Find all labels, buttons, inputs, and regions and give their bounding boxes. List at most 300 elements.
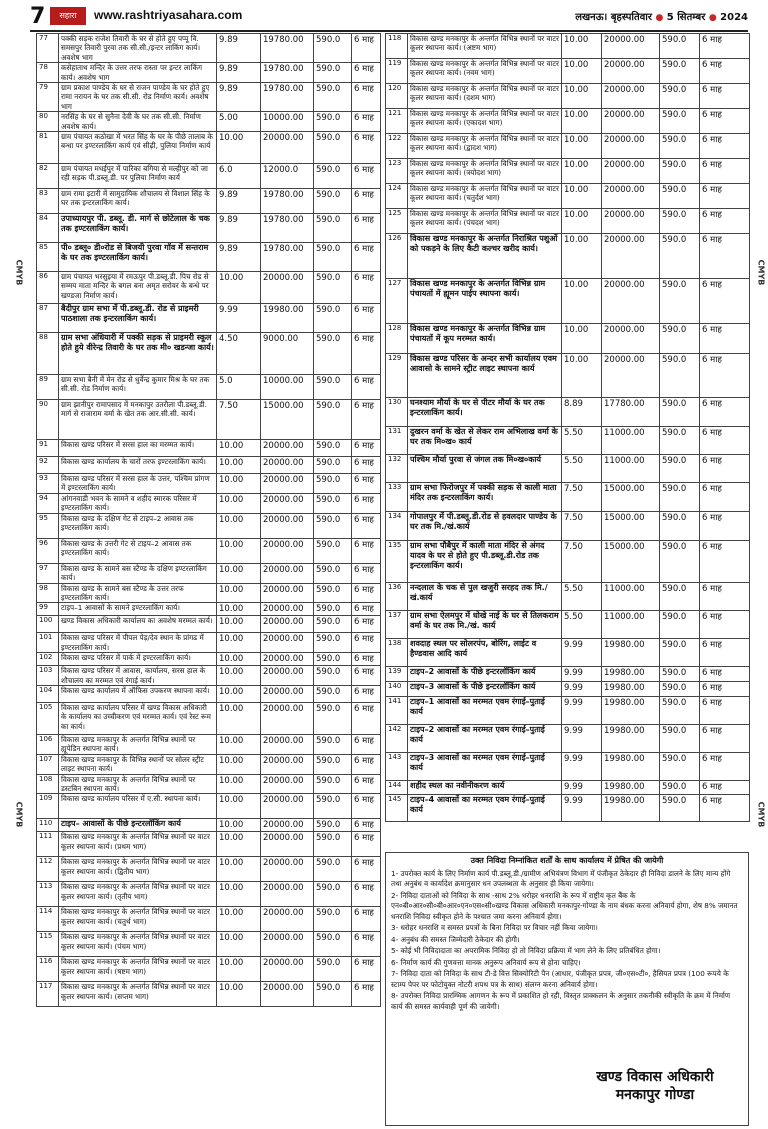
earnest-money-cell: 19780.00 (261, 63, 314, 83)
tender-fee-cell: 590.0 (314, 702, 352, 734)
table-row (386, 781, 750, 795)
tender-fee-cell: 590.0 (314, 734, 352, 754)
table-row (37, 243, 381, 272)
estimate-lakh-cell: 9.89 (217, 189, 261, 214)
table-row (37, 702, 381, 734)
serial-number-cell: 108 (37, 774, 59, 794)
earnest-money-cell: 20000.00 (602, 354, 660, 398)
estimate-lakh-cell: 10.00 (217, 882, 261, 907)
serial-number-cell: 141 (386, 697, 408, 725)
table-row (386, 324, 750, 354)
table-row (37, 832, 381, 857)
completion-period-cell: 6 माह (700, 109, 750, 134)
table-row (386, 84, 750, 109)
table-row (37, 794, 381, 819)
completion-period-cell: 6 माह (352, 375, 381, 400)
website-url[interactable]: www.rashtriyasahara.com (94, 8, 243, 22)
work-description-cell: उपाध्यायपुर पी. डब्लू. डी. मार्ग से छोटेलाल के चक तक इण्टरलाकिंग कार्य। (59, 214, 217, 243)
table-row (37, 34, 381, 63)
estimate-lakh-cell: 9.89 (217, 34, 261, 63)
table-row (386, 483, 750, 512)
table-row (386, 611, 750, 639)
completion-period-cell: 6 माह (352, 666, 381, 686)
completion-period-cell: 6 माह (352, 189, 381, 214)
completion-period-cell: 6 माह (352, 333, 381, 375)
completion-period-cell: 6 माह (700, 512, 750, 541)
table-row (386, 354, 750, 398)
estimate-lakh-cell: 10.00 (217, 794, 261, 819)
estimate-lakh-cell: 10.00 (217, 493, 261, 513)
tender-fee-cell: 590.0 (660, 725, 700, 753)
estimate-lakh-cell: 9.89 (217, 83, 261, 112)
serial-number-cell: 113 (37, 882, 59, 907)
work-description-cell: टाइप–3 आवासों के पीछे इन्टरलॉकिंग कार्य (408, 682, 562, 697)
tender-fee-cell: 590.0 (660, 159, 700, 184)
tender-table-right (385, 33, 750, 822)
completion-period-cell: 6 माह (700, 611, 750, 639)
work-description-cell: टाइप–3 आवासों का मरम्मत एवम रंगाई–पुताई कार्य (408, 753, 562, 781)
earnest-money-cell: 20000.00 (261, 563, 314, 583)
serial-number-cell: 77 (37, 34, 59, 63)
earnest-money-cell: 20000.00 (261, 819, 314, 832)
completion-period-cell: 6 माह (352, 583, 381, 603)
completion-period-cell: 6 माह (352, 819, 381, 832)
work-description-cell: विकास खण्ड परिसर में पीपल पेड़/देव स्थान के प्रांगढ में इण्टरलाकिंग कार्य। (59, 633, 217, 653)
dateline (575, 9, 748, 23)
tender-fee-cell: 590.0 (660, 184, 700, 209)
serial-number-cell: 110 (37, 819, 59, 832)
tender-fee-cell: 590.0 (314, 754, 352, 774)
signature-block (560, 1068, 750, 1104)
table-row (37, 112, 381, 132)
earnest-money-cell: 20000.00 (261, 440, 314, 457)
earnest-money-cell: 19780.00 (261, 83, 314, 112)
estimate-lakh-cell: 10.00 (217, 616, 261, 633)
completion-period-cell: 6 माह (700, 159, 750, 184)
dateline-date: 5 सितम्बर (666, 12, 706, 23)
table-row (37, 400, 381, 440)
table-row (37, 333, 381, 375)
work-description-cell: घनश्याम मौर्या के घर से पीटर मौर्या के घर तक इन्टरलाकिंग कार्य। (408, 398, 562, 427)
table-row (386, 725, 750, 753)
estimate-lakh-cell: 10.00 (562, 59, 602, 84)
earnest-money-cell: 19980.00 (602, 682, 660, 697)
table-row (37, 583, 381, 603)
estimate-lakh-cell: 7.50 (562, 483, 602, 512)
estimate-lakh-cell: 9.99 (562, 753, 602, 781)
estimate-lakh-cell: 10.00 (562, 109, 602, 134)
work-description-cell: ग्राम पंचायत कठोखा में भरत सिंह के घर के पीछे तालाब के बन्धा पर इण्टरलाकिंग कार्य एवं सीढ़ी, पुलिया निर्माण कार्य (59, 132, 217, 164)
estimate-lakh-cell: 4.50 (217, 333, 261, 375)
tender-fee-cell: 590.0 (314, 616, 352, 633)
estimate-lakh-cell: 10.00 (562, 209, 602, 234)
serial-number-cell: 144 (386, 781, 408, 795)
table-row (386, 234, 750, 279)
serial-number-cell: 138 (386, 639, 408, 667)
table-row (37, 272, 381, 304)
tender-fee-cell: 590.0 (660, 682, 700, 697)
work-description-cell: विकास खण्ड मनकापुर के अन्तर्गत विभिन्न स्थानों पर वाटर कूलर स्थापना कार्य। (प्रथम भाग) (59, 832, 217, 857)
serial-number-cell: 133 (386, 483, 408, 512)
tender-fee-cell: 590.0 (314, 832, 352, 857)
tender-fee-cell: 590.0 (314, 957, 352, 982)
estimate-lakh-cell: 10.00 (217, 457, 261, 474)
completion-period-cell: 6 माह (352, 932, 381, 957)
completion-period-cell: 6 माह (352, 794, 381, 819)
table-row (37, 957, 381, 982)
estimate-lakh-cell: 10.00 (217, 702, 261, 734)
completion-period-cell: 6 माह (352, 243, 381, 272)
tender-fee-cell: 590.0 (314, 666, 352, 686)
serial-number-cell: 106 (37, 734, 59, 754)
serial-number-cell: 99 (37, 603, 59, 616)
tender-fee-cell: 590.0 (660, 583, 700, 611)
estimate-lakh-cell: 5.50 (562, 455, 602, 483)
estimate-lakh-cell: 9.99 (562, 725, 602, 753)
tender-fee-cell: 590.0 (314, 243, 352, 272)
tender-fee-cell: 590.0 (660, 324, 700, 354)
earnest-money-cell: 12000.0 (261, 164, 314, 189)
work-description-cell: विकास खण्ड मनकापुर के अन्तर्गत विभिन्न स्थानों पर वाटर कूलर स्थापना कार्य। (द्वितीय भाग) (59, 857, 217, 882)
tender-fee-cell: 590.0 (660, 84, 700, 109)
earnest-money-cell: 20000.00 (602, 109, 660, 134)
earnest-money-cell: 19980.00 (602, 639, 660, 667)
serial-number-cell: 95 (37, 513, 59, 538)
serial-number-cell: 140 (386, 682, 408, 697)
table-row (386, 682, 750, 697)
earnest-money-cell: 19980.00 (602, 795, 660, 822)
earnest-money-cell: 19980.00 (602, 725, 660, 753)
tender-fee-cell: 590.0 (660, 34, 700, 59)
serial-number-cell: 104 (37, 685, 59, 702)
completion-period-cell: 6 माह (352, 702, 381, 734)
work-description-cell: टाइप–1 आवासों का मरम्मत एवम रंगाई–पुताई कार्य (408, 697, 562, 725)
serial-number-cell: 119 (386, 59, 408, 84)
serial-number-cell: 97 (37, 563, 59, 583)
work-description-cell: पी० डब्लू० डी०रोड से बिजयी पुरवा गॉव में सन्तराम के घर तक इण्टरलाकिंग कार्य। (59, 243, 217, 272)
earnest-money-cell: 19980.00 (261, 304, 314, 333)
serial-number-cell: 78 (37, 63, 59, 83)
earnest-money-cell: 20000.00 (602, 324, 660, 354)
tender-fee-cell: 590.0 (314, 34, 352, 63)
serial-number-cell: 112 (37, 857, 59, 882)
estimate-lakh-cell: 7.50 (562, 541, 602, 583)
tender-fee-cell: 590.0 (314, 493, 352, 513)
completion-period-cell: 6 माह (700, 639, 750, 667)
serial-number-cell: 85 (37, 243, 59, 272)
estimate-lakh-cell: 6.0 (217, 164, 261, 189)
tender-fee-cell: 590.0 (660, 781, 700, 795)
estimate-lakh-cell: 9.89 (217, 214, 261, 243)
header-rule (30, 30, 748, 32)
table-row (37, 63, 381, 83)
completion-period-cell: 6 माह (352, 882, 381, 907)
estimate-lakh-cell: 7.50 (217, 400, 261, 440)
serial-number-cell: 122 (386, 134, 408, 159)
table-row (386, 583, 750, 611)
tender-fee-cell: 590.0 (314, 633, 352, 653)
tender-fee-cell: 590.0 (314, 932, 352, 957)
table-row (37, 734, 381, 754)
condition-item: 3- धरोहर धनराशि व समस्त प्रपत्रों के बिना निविदा पर विचार नहीं किया जायेगा। (391, 923, 598, 932)
completion-period-cell: 6 माह (700, 84, 750, 109)
tender-fee-cell: 590.0 (314, 563, 352, 583)
tender-fee-cell: 590.0 (314, 474, 352, 494)
completion-period-cell: 6 माह (352, 83, 381, 112)
serial-number-cell: 129 (386, 354, 408, 398)
serial-number-cell: 117 (37, 982, 59, 1007)
estimate-lakh-cell: 10.00 (217, 666, 261, 686)
work-description-cell: शहीद स्थल का नवीनीकरण कार्य (408, 781, 562, 795)
earnest-money-cell: 20000.00 (261, 982, 314, 1007)
table-row (37, 633, 381, 653)
completion-period-cell: 6 माह (352, 304, 381, 333)
condition-item: 4- अनुबंध की समस्त जिम्मेदारी ठेकेदार की होगी। (391, 934, 520, 944)
serial-number-cell: 131 (386, 427, 408, 455)
tender-fee-cell: 590.0 (660, 483, 700, 512)
estimate-lakh-cell: 10.00 (217, 272, 261, 304)
estimate-lakh-cell: 10.00 (217, 932, 261, 957)
work-description-cell: विकास खण्ड मनकापुर के अन्तर्गत विभिन्न स्थानों पर वाटर कूलर स्थापना कार्य। (चतुर्दश भाग) (408, 184, 562, 209)
completion-period-cell: 6 माह (352, 112, 381, 132)
earnest-money-cell: 20000.00 (261, 538, 314, 563)
work-description-cell: विकास खण्ड मनकापुर के अन्तर्गत विभिन्न स्थानों पर डस्टबिन स्थापना कार्य। (59, 774, 217, 794)
serial-number-cell: 114 (37, 907, 59, 932)
registration-mark: CMYB (756, 259, 766, 286)
tender-fee-cell: 590.0 (314, 457, 352, 474)
tender-fee-cell: 590.0 (660, 109, 700, 134)
table-row (37, 132, 381, 164)
table-row (386, 427, 750, 455)
table-row (37, 304, 381, 333)
estimate-lakh-cell: 9.89 (217, 243, 261, 272)
tender-fee-cell: 590.0 (660, 134, 700, 159)
tender-fee-cell: 590.0 (314, 774, 352, 794)
serial-number-cell: 92 (37, 457, 59, 474)
estimate-lakh-cell: 9.99 (217, 304, 261, 333)
earnest-money-cell: 20000.00 (261, 474, 314, 494)
estimate-lakh-cell: 10.00 (562, 324, 602, 354)
tender-fee-cell: 590.0 (660, 611, 700, 639)
completion-period-cell: 6 माह (700, 59, 750, 84)
estimate-lakh-cell: 10.00 (217, 957, 261, 982)
earnest-money-cell: 20000.00 (261, 702, 314, 734)
table-row (386, 134, 750, 159)
conditions-heading: उक्त निविदा निम्नांकित शर्तों के साथ कार्यालय में प्रेषित की जायेगी (470, 856, 664, 865)
serial-number-cell: 94 (37, 493, 59, 513)
work-description-cell: विकास खण्ड मनकापुर के अन्तर्गत विभिन्न स्थानों पर वाटर कूलर स्थापना कार्य। (पंचम भाग) (59, 932, 217, 957)
tender-fee-cell: 590.0 (314, 982, 352, 1007)
table-row (37, 164, 381, 189)
estimate-lakh-cell: 10.00 (217, 653, 261, 666)
work-description-cell: ग्राम रामा इटारी में सामुदायिक शौचालय से विशाल सिंह के घर तक इन्टरलाकिंग कार्य। (59, 189, 217, 214)
tender-fee-cell: 590.0 (660, 279, 700, 324)
completion-period-cell: 6 माह (700, 753, 750, 781)
estimate-lakh-cell: 9.89 (217, 63, 261, 83)
tender-fee-cell: 590.0 (314, 819, 352, 832)
work-description-cell: विकास खण्ड परिसर में पार्क में इण्टरलाकिंग कार्य। (59, 653, 217, 666)
earnest-money-cell: 20000.00 (261, 957, 314, 982)
completion-period-cell: 6 माह (700, 781, 750, 795)
earnest-money-cell: 20000.00 (261, 832, 314, 857)
table-row (37, 754, 381, 774)
tender-fee-cell: 590.0 (314, 83, 352, 112)
work-description-cell: टाइप–2 आवासों के पीछे इन्टरलॉकिंग कार्य (408, 667, 562, 682)
completion-period-cell: 6 माह (352, 513, 381, 538)
completion-period-cell: 6 माह (352, 633, 381, 653)
completion-period-cell: 6 माह (700, 279, 750, 324)
table-row (37, 189, 381, 214)
table-row (37, 819, 381, 832)
estimate-lakh-cell: 10.00 (562, 279, 602, 324)
completion-period-cell: 6 माह (700, 583, 750, 611)
completion-period-cell: 6 माह (700, 795, 750, 822)
estimate-lakh-cell: 10.00 (217, 819, 261, 832)
work-description-cell: विकास खण्ड मनकापुर के अन्तर्गत विभिन्न ग्राम पंचायतों में ह्यूमन पाईप स्थापना कार्य। (408, 279, 562, 324)
completion-period-cell: 6 माह (700, 398, 750, 427)
table-row (37, 774, 381, 794)
earnest-money-cell: 20000.00 (261, 633, 314, 653)
condition-item: 7- निविदा दाता को निविदा के साथ टी-डे वित्त सिक्योरिटी पैन (आधार, पंजीकृत प्रपत्र, जी०एस०टी०, हैसियत प्रपत्र (100 रूपये के स्टाम्प पेपर पर फोटोयुक्त नोटरी शपथ पत्र के साथ) संलग्न करना अनिवार्य होगा। (391, 969, 729, 989)
table-row (386, 455, 750, 483)
earnest-money-cell: 19780.00 (261, 243, 314, 272)
work-description-cell: विकास खण्ड मनकापुर के अन्तर्गत विभिन्न स्थानों पर वाटर कूलर स्थापना कार्य। (एकादश भाग) (408, 109, 562, 134)
earnest-money-cell: 15000.00 (602, 512, 660, 541)
completion-period-cell: 6 माह (352, 957, 381, 982)
serial-number-cell: 96 (37, 538, 59, 563)
work-description-cell: नरसिंह के घर से सुनैना देवी के घर तक सी.सी. निर्माण अवशेष कार्य। (59, 112, 217, 132)
estimate-lakh-cell: 10.00 (217, 685, 261, 702)
tender-fee-cell: 590.0 (314, 583, 352, 603)
completion-period-cell: 6 माह (700, 725, 750, 753)
work-description-cell: ग्राम झानीपुर रामापसाद में मनकापुर उतरौला पी.डब्लू.डी. मार्ग से राजाराम वर्मा के खेत तक आर.सी.सी. कार्य। (59, 400, 217, 440)
work-description-cell: विकास खण्ड परिसर के अन्दर सभी कार्यालय एवम आवासो के सामने स्ट्रीट लाइट स्थापना कार्य (408, 354, 562, 398)
serial-number-cell: 145 (386, 795, 408, 822)
earnest-money-cell: 20000.00 (261, 754, 314, 774)
work-description-cell: ग्राम सभा ऐलमपुर में धोखे नाई के घर से तिलकराम वर्मा के घर तक मि./खं. कार्य (408, 611, 562, 639)
earnest-money-cell: 19780.00 (261, 34, 314, 63)
tender-fee-cell: 590.0 (660, 59, 700, 84)
serial-number-cell: 100 (37, 616, 59, 633)
work-description-cell: पश्चिम मौर्या पुरवा से जंगल तक मि०ख०कार्य (408, 455, 562, 483)
work-description-cell: विकास खण्ड मनकापुर के अन्तर्गत निराश्रित पशुओं को पकड़ने के लिए कैटी कल्चर खरीद कार्य। (408, 234, 562, 279)
completion-period-cell: 6 माह (352, 563, 381, 583)
condition-item: 8- उपरोक्त निविदा प्रारम्भिक आगणन के रूप में प्रकाशित हो रही, विस्तृत प्राक्कलन के अनुसार तकनीकी स्वीकृति के क्रम में निर्माण कार्य की समस्त कार्यवाही पूर्ण की जायेगी। (391, 991, 731, 1011)
earnest-money-cell: 10000.00 (261, 112, 314, 132)
earnest-money-cell: 20000.00 (261, 774, 314, 794)
estimate-lakh-cell: 9.99 (562, 795, 602, 822)
completion-period-cell: 6 माह (352, 34, 381, 63)
earnest-money-cell: 20000.00 (602, 159, 660, 184)
serial-number-cell: 121 (386, 109, 408, 134)
condition-item: 5- कोई भी निविदादाता का अपरामिक निविदा हो तो निविदा प्रक्रिया में भाग लेने के लिए प्रतिबंधित होगा। (391, 946, 661, 955)
completion-period-cell: 6 माह (352, 982, 381, 1007)
tender-fee-cell: 590.0 (660, 753, 700, 781)
estimate-lakh-cell: 8.89 (562, 398, 602, 427)
completion-period-cell: 6 माह (352, 653, 381, 666)
work-description-cell: शवदाह स्थल पर सोलरपंप, बोरिंग, लाईट व हैण्डवास आदि कार्य (408, 639, 562, 667)
earnest-money-cell: 15000.00 (602, 483, 660, 512)
serial-number-cell: 123 (386, 159, 408, 184)
table-row (37, 563, 381, 583)
work-description-cell: विकास खण्ड मनकापुर के अन्तर्गत विभिन्न स्थानों पर वाटर कूलर स्थापना कार्य। (सप्तम भाग) (59, 982, 217, 1007)
serial-number-cell: 91 (37, 440, 59, 457)
estimate-lakh-cell: 10.00 (562, 184, 602, 209)
earnest-money-cell: 19980.00 (602, 667, 660, 682)
earnest-money-cell: 20000.00 (602, 279, 660, 324)
serial-number-cell: 118 (386, 34, 408, 59)
work-description-cell: खण्ड विकास अधिकारी कार्यालय का अवशेष मरम्मत कार्य। (59, 616, 217, 633)
completion-period-cell: 6 माह (352, 474, 381, 494)
earnest-money-cell: 20000.00 (261, 272, 314, 304)
table-row (37, 932, 381, 957)
serial-number-cell: 127 (386, 279, 408, 324)
completion-period-cell: 6 माह (352, 616, 381, 633)
work-description-cell: विकास खण्ड कार्यालय परिसर में ए.सी. स्थापना कार्य। (59, 794, 217, 819)
work-description-cell: विकास खण्ड कार्यालय के चारों तरफ इण्टरलाकिंग कार्य। (59, 457, 217, 474)
work-description-cell: ग्राम सभा बैनी में मेन रोड से धुर्वेन्द्र कुमार मिश्र के घर तक सी.सी. रोड निर्माण कार्य। (59, 375, 217, 400)
serial-number-cell: 82 (37, 164, 59, 189)
tender-fee-cell: 590.0 (314, 63, 352, 83)
table-row (37, 982, 381, 1007)
tender-fee-cell: 590.0 (314, 333, 352, 375)
estimate-lakh-cell: 10.00 (562, 34, 602, 59)
table-row (37, 685, 381, 702)
condition-item: 2- निविदा दाताओं को निविदा के साथ -साथ 2% धरोहर धनराशि के रूप में राष्ट्रीय कृत बैंक के एन०बी०आर०सी०बी०आर०एन०एस०सी०खण्ड विकास अधिकारी मनकापुर-गोण्डा के नाम बंधक करना अनिवार्य होगा, शेष 8% जमानत धनराशि निविदा स्वीकृत होने के पश्चात जमा करना अनिवार्य होगा। (391, 890, 738, 921)
tender-fee-cell: 590.0 (314, 304, 352, 333)
tender-fee-cell: 590.0 (660, 667, 700, 682)
earnest-money-cell: 20000.00 (261, 513, 314, 538)
serial-number-cell: 136 (386, 583, 408, 611)
work-description-cell: विकास खण्ड के सामने बस स्टैण्ड के दक्षिण इण्टरलाकिंग कार्य। (59, 563, 217, 583)
earnest-money-cell: 20000.00 (261, 653, 314, 666)
completion-period-cell: 6 माह (700, 184, 750, 209)
estimate-lakh-cell: 10.00 (217, 832, 261, 857)
work-description-cell: कसेहाताथ मन्दिर के उत्तर तरफ रास्ता पर इन्टर लाकिंग कार्य। अवशेष भाग (59, 63, 217, 83)
completion-period-cell: 6 माह (352, 457, 381, 474)
work-description-cell: विकास खण्ड मनकापुर के अन्तर्गत विभिन्न स्थानों पर वाटर कूलर स्थापना कार्य। (पंचदश भाग) (408, 209, 562, 234)
bullet-icon: ● (708, 13, 717, 23)
estimate-lakh-cell: 10.00 (217, 538, 261, 563)
serial-number-cell: 79 (37, 83, 59, 112)
tender-fee-cell: 590.0 (660, 455, 700, 483)
estimate-lakh-cell: 5.0 (217, 375, 261, 400)
completion-period-cell: 6 माह (352, 132, 381, 164)
table-row (386, 512, 750, 541)
earnest-money-cell: 20000.00 (261, 734, 314, 754)
completion-period-cell: 6 माह (700, 324, 750, 354)
table-row (37, 538, 381, 563)
completion-period-cell: 6 माह (700, 483, 750, 512)
work-description-cell: विकास खण्ड मनकापुर के अन्तर्गत विभिन्न स्थानों पर वाटर कूलर स्थापना कार्य। (अष्टम भाग) (408, 34, 562, 59)
completion-period-cell: 6 माह (352, 832, 381, 857)
work-description-cell: विकास खण्ड परिसर में सरस हाल के उत्तर, पश्चिम प्रांगण में इण्टरलाकिंग कार्य। (59, 474, 217, 494)
work-description-cell: टाइप–2 आवासों का मरम्मत एवम रंगाई–पुताई कार्य (408, 725, 562, 753)
serial-number-cell: 103 (37, 666, 59, 686)
table-row (386, 279, 750, 324)
completion-period-cell: 6 माह (352, 164, 381, 189)
estimate-lakh-cell: 10.00 (217, 774, 261, 794)
earnest-money-cell: 20000.00 (261, 857, 314, 882)
table-row (386, 209, 750, 234)
estimate-lakh-cell: 10.00 (217, 474, 261, 494)
completion-period-cell: 6 माह (700, 134, 750, 159)
estimate-lakh-cell: 10.00 (217, 754, 261, 774)
earnest-money-cell: 20000.00 (261, 794, 314, 819)
serial-number-cell: 116 (37, 957, 59, 982)
tender-fee-cell: 590.0 (660, 639, 700, 667)
earnest-money-cell: 15000.00 (602, 541, 660, 583)
